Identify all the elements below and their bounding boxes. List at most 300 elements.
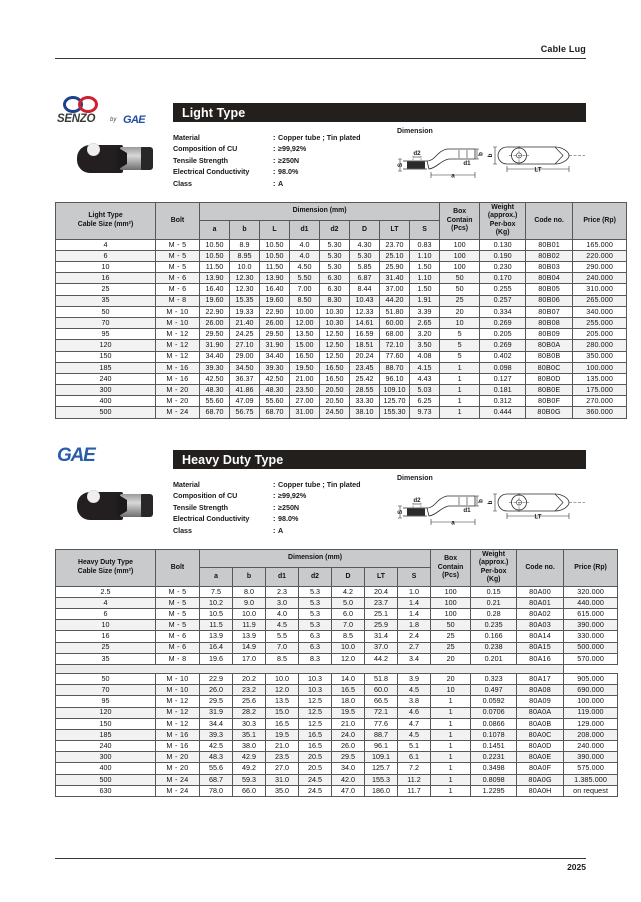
cell-weight: 1.2295 [471, 785, 517, 796]
cell-dim-d2: 12.5 [299, 707, 332, 718]
col-header-weight [480, 203, 526, 240]
cell-box-contain: 100 [431, 586, 471, 597]
cell-box-contain: 20 [431, 653, 471, 664]
page-header [55, 44, 586, 59]
cell-dim-b: 9.0 [233, 597, 266, 608]
section-heavy-duty-type [55, 443, 609, 797]
cell-weight: 0.130 [480, 239, 526, 250]
cell-dim-LT: 23.7 [365, 597, 398, 608]
cell-dim-d1: 21.0 [266, 741, 299, 752]
cell-code-no: 80A09 [517, 696, 564, 707]
cell-code-no: 80B06 [526, 295, 573, 306]
dimension-graphic [397, 484, 587, 539]
table-row [56, 609, 618, 620]
table-row [56, 385, 627, 396]
table-row [56, 718, 618, 729]
spec-colon: : [273, 133, 276, 142]
cell-dim-a: 26.00 [200, 317, 230, 328]
table-row [56, 362, 627, 373]
cell-bolt: M - 5 [156, 620, 200, 631]
cell-dim-L: 42.50 [260, 373, 290, 384]
dimension-graphic [397, 137, 587, 192]
cell-dim-d2: 10.3 [299, 673, 332, 684]
cell-dim-b: 29.00 [230, 351, 260, 362]
cell-price: 570.000 [564, 653, 618, 664]
spec-row [173, 502, 395, 513]
cell-cable-size: 4 [56, 239, 156, 250]
cell-box-contain: 1 [440, 362, 480, 373]
cell-dim-LT: 155.30 [380, 407, 410, 418]
cell-weight: 0.28 [471, 609, 517, 620]
cell-code-no: 80A17 [517, 673, 564, 684]
cell-dim-D: 23.45 [350, 362, 380, 373]
table-row [56, 642, 618, 653]
cell-bolt: M - 6 [156, 284, 200, 295]
cell-dim-D: 33.30 [350, 396, 380, 407]
cell-weight: 0.3498 [471, 763, 517, 774]
cell-dim-b: 28.2 [233, 707, 266, 718]
cell-dim-L: 48.30 [260, 385, 290, 396]
dimension-diagram [397, 475, 587, 537]
cell-dim-a: 10.50 [200, 239, 230, 250]
cell-dim-S: 3.9 [398, 673, 431, 684]
lug-specification-table [55, 549, 618, 797]
cell-bolt: M - 12 [156, 718, 200, 729]
cell-price: 615.000 [564, 609, 618, 620]
cell-cable-size: 95 [56, 696, 156, 707]
cell-dim-b: 66.0 [233, 785, 266, 796]
cell-bolt: M - 12 [156, 707, 200, 718]
page-header-rule [55, 58, 586, 59]
senzo-gae-brand: GAE [123, 114, 146, 126]
cell-dim-b: 36.37 [230, 373, 260, 384]
col-header-dim-a: a [200, 221, 230, 239]
cell-bolt: M - 6 [156, 631, 200, 642]
dim-label-b: b [487, 500, 494, 505]
box-header-line-2: (Pcs) [451, 225, 469, 233]
spec-label: Composition of CU [173, 491, 238, 501]
spec-label: Tensile Strength [173, 155, 228, 165]
cell-cable-size: 120 [56, 707, 156, 718]
cell-dim-S: 2.7 [398, 642, 431, 653]
cell-dim-L: 19.60 [260, 295, 290, 306]
senzo-logo [57, 96, 177, 130]
page-footer-rule [55, 858, 586, 859]
cell-weight: 0.269 [480, 340, 526, 351]
cell-price: 100.000 [564, 696, 618, 707]
dimension-caption: Dimension [397, 128, 433, 135]
cell-bolt: M - 5 [156, 262, 200, 273]
table-row [56, 685, 618, 696]
logo-zone [55, 96, 586, 130]
cell-dim-b: 23.2 [233, 685, 266, 696]
cell-code-no: 80A0D [517, 741, 564, 752]
cell-dim-S: 4.5 [398, 729, 431, 740]
cell-dim-LT: 25.1 [365, 609, 398, 620]
cell-code-no: 80A00 [517, 586, 564, 597]
cell-price: 255.000 [573, 317, 627, 328]
cell-dim-D: 14.61 [350, 317, 380, 328]
col-header-dim-d2: d2 [320, 221, 350, 239]
spec-label: Class [173, 178, 192, 188]
cell-dim-d2: 16.5 [299, 729, 332, 740]
cell-dim-d1: 13.5 [266, 696, 299, 707]
cell-dim-D: 10.43 [350, 295, 380, 306]
cell-weight: 0.312 [480, 396, 526, 407]
cell-dim-LT: 25.9 [365, 620, 398, 631]
cell-dim-S: 9.73 [410, 407, 440, 418]
cell-cable-size: 25 [56, 284, 156, 295]
cell-price: 905.000 [564, 673, 618, 684]
cell-dim-D: 18.0 [332, 696, 365, 707]
cell-price: 135.000 [573, 373, 627, 384]
cell-dim-LT: 109.1 [365, 752, 398, 763]
dim-label-d2: d2 [413, 150, 421, 157]
cell-dim-S: 11.7 [398, 785, 431, 796]
cell-box-contain: 1 [431, 752, 471, 763]
cell-dim-a: 13.9 [200, 631, 233, 642]
col-header-bolt: Bolt [156, 550, 200, 587]
cell-bolt: M - 10 [156, 317, 200, 328]
cell-weight: 0.402 [480, 351, 526, 362]
cell-dim-D: 18.51 [350, 340, 380, 351]
weight-header-line-2: Per-box [489, 220, 516, 228]
cell-dim-L: 39.30 [260, 362, 290, 373]
cell-box-contain: 1 [440, 407, 480, 418]
cell-box-contain: 1 [431, 729, 471, 740]
cell-dim-S: 3.50 [410, 340, 440, 351]
spec-colon: : [273, 491, 276, 501]
cell-dim-a: 68.7 [200, 774, 233, 785]
cell-cable-size: 25 [56, 642, 156, 653]
spec-label: Tensile Strength [173, 502, 228, 512]
cell-dim-LT: 31.40 [380, 273, 410, 284]
cell-dim-d1: 16.5 [266, 718, 299, 729]
table-row [56, 597, 618, 608]
cell-price: 575.000 [564, 763, 618, 774]
cell-dim-d2: 10.3 [299, 685, 332, 696]
cell-box-contain: 1 [431, 774, 471, 785]
cell-code-no: 80B01 [526, 239, 573, 250]
cell-price: 320.000 [564, 586, 618, 597]
cell-dim-a: 48.30 [200, 385, 230, 396]
cell-dim-d2: 10.30 [320, 317, 350, 328]
cell-dim-d2: 12.50 [320, 329, 350, 340]
cell-code-no: 80B07 [526, 306, 573, 317]
cell-cable-size: 6 [56, 250, 156, 261]
cell-dim-LT: 60.00 [380, 317, 410, 328]
cell-code-no: 80A14 [517, 631, 564, 642]
cell-dim-LT: 72.10 [380, 340, 410, 351]
cell-dim-S: 1.8 [398, 620, 431, 631]
cell-dim-S: 1.4 [398, 597, 431, 608]
cell-dim-d1: 15.0 [266, 707, 299, 718]
spec-label: Material [173, 480, 200, 489]
cell-dim-D: 16.5 [332, 685, 365, 696]
cell-box-contain: 1 [440, 385, 480, 396]
cell-dim-b: 10.0 [233, 609, 266, 620]
cell-price: 440.000 [564, 597, 618, 608]
cell-cable-size: 185 [56, 362, 156, 373]
cell-dim-d2: 6.3 [299, 642, 332, 653]
spec-row [173, 490, 395, 501]
cell-weight: 0.230 [480, 262, 526, 273]
cell-dim-d2: 12.5 [299, 696, 332, 707]
cable-size-line2: Cable Size (mm²) [77, 567, 134, 575]
cell-weight: 0.098 [480, 362, 526, 373]
cell-code-no: 80A15 [517, 642, 564, 653]
col-header-cable-size [56, 550, 156, 587]
cell-dim-b: 10.0 [230, 262, 260, 273]
cell-dim-LT: 125.70 [380, 396, 410, 407]
cell-dim-d2: 5.3 [299, 609, 332, 620]
cell-dim-d2: 5.30 [320, 239, 350, 250]
cell-box-contain: 1 [431, 718, 471, 729]
cell-box-contain: 20 [431, 673, 471, 684]
cell-dim-L: 11.50 [260, 262, 290, 273]
cell-dim-D: 16.59 [350, 329, 380, 340]
cell-cable-size: 300 [56, 385, 156, 396]
cell-dim-d2: 5.30 [320, 250, 350, 261]
cell-code-no: 80B0F [526, 396, 573, 407]
spec-value: 98.0% [278, 514, 299, 524]
spec-value: ≥99,92% [278, 144, 307, 154]
logo-zone [55, 443, 586, 477]
cell-dim-b: 20.2 [233, 673, 266, 684]
cell-dim-d2: 5.30 [320, 262, 350, 273]
cell-weight: 0.334 [480, 306, 526, 317]
cell-dim-a: 39.3 [200, 729, 233, 740]
cell-dim-a: 26.0 [200, 685, 233, 696]
cell-dim-d2: 20.5 [299, 763, 332, 774]
dim-label-d2: d2 [413, 497, 421, 504]
cell-price: 240.000 [564, 741, 618, 752]
table-row [56, 752, 618, 763]
cell-dim-a: 22.90 [200, 306, 230, 317]
table-row [56, 273, 627, 284]
cell-dim-d2: 6.3 [299, 631, 332, 642]
cell-dim-d1: 10.0 [266, 673, 299, 684]
cell-code-no: 80B0E [526, 385, 573, 396]
spec-value: 98.0% [278, 167, 299, 177]
cell-dim-d1: 31.0 [266, 774, 299, 785]
spec-zone [55, 130, 586, 200]
dim-label-b-side: b [477, 152, 485, 156]
product-photo [77, 482, 159, 530]
cell-dim-D: 5.0 [332, 597, 365, 608]
cell-dim-a: 42.5 [200, 741, 233, 752]
cell-dim-b: 14.9 [233, 642, 266, 653]
cell-dim-a: 34.40 [200, 351, 230, 362]
cell-cable-size: 70 [56, 317, 156, 328]
cell-dim-S: 4.15 [410, 362, 440, 373]
cell-dim-a: 78.0 [200, 785, 233, 796]
cell-dim-D: 10.0 [332, 642, 365, 653]
section-title: Heavy Duty Type [182, 452, 284, 467]
cell-price: 500.000 [564, 642, 618, 653]
cell-box-contain: 25 [440, 295, 480, 306]
cell-dim-LT: 60.0 [365, 685, 398, 696]
cell-weight: 0.269 [480, 317, 526, 328]
cell-dim-S: 1.4 [398, 609, 431, 620]
senzo-wordmark: SENZO [57, 113, 96, 125]
cell-dim-b: 17.0 [233, 653, 266, 664]
cell-dim-L: 10.50 [260, 239, 290, 250]
table-row [56, 653, 618, 664]
cell-cable-size: 10 [56, 262, 156, 273]
cell-bolt: M - 20 [156, 752, 200, 763]
cell-weight: 0.444 [480, 407, 526, 418]
cell-code-no: 80B09 [526, 329, 573, 340]
cell-dim-D: 47.0 [332, 785, 365, 796]
cell-dim-LT: 20.4 [365, 586, 398, 597]
cell-dim-S: 3.4 [398, 653, 431, 664]
cell-cable-size: 4 [56, 597, 156, 608]
cell-dim-LT: 186.0 [365, 785, 398, 796]
spec-list [173, 132, 395, 189]
section-title-bar [173, 103, 586, 122]
cell-price: 690.000 [564, 685, 618, 696]
cell-dim-b: 24.25 [230, 329, 260, 340]
lug-ring-body [77, 145, 123, 173]
cell-dim-D: 5.30 [350, 250, 380, 261]
table-row [56, 295, 627, 306]
cell-dim-b: 12.30 [230, 284, 260, 295]
cell-box-contain: 5 [440, 351, 480, 362]
spec-row [173, 155, 395, 166]
page-header-title: Cable Lug [540, 44, 586, 54]
cell-dim-L: 29.50 [260, 329, 290, 340]
cell-bolt: M - 5 [156, 609, 200, 620]
cell-dim-b: 47.09 [230, 396, 260, 407]
dim-label-a: a [451, 172, 455, 180]
cell-bolt: M - 12 [156, 329, 200, 340]
cell-bolt: M - 10 [156, 673, 200, 684]
dim-label-lt: LT [534, 513, 542, 521]
table-row [56, 631, 618, 642]
cell-dim-D: 6.0 [332, 609, 365, 620]
cell-box-contain: 25 [431, 631, 471, 642]
cell-dim-b: 8.0 [233, 586, 266, 597]
table-row [56, 763, 618, 774]
cell-dim-D: 7.0 [332, 620, 365, 631]
spec-label: Class [173, 525, 192, 535]
cell-price: 165.000 [573, 239, 627, 250]
cell-bolt: M - 16 [156, 729, 200, 740]
cell-dim-S: 1.10 [410, 250, 440, 261]
cell-code-no: 80A0B [517, 718, 564, 729]
col-header-dimension-group: Dimension (mm) [200, 550, 431, 568]
cell-weight: 0.201 [471, 653, 517, 664]
col-header-box-contain [431, 550, 471, 587]
cell-weight: 0.1078 [471, 729, 517, 740]
cell-dim-d1: 2.3 [266, 586, 299, 597]
cell-dim-a: 10.5 [200, 609, 233, 620]
cell-bolt: M - 10 [156, 306, 200, 317]
cell-bolt: M - 20 [156, 385, 200, 396]
cell-dim-d1: 5.5 [266, 631, 299, 642]
cell-box-contain: 100 [431, 597, 471, 608]
cell-dim-b: 15.35 [230, 295, 260, 306]
cell-dim-S: 2.65 [410, 317, 440, 328]
cell-dim-S: 6.1 [398, 752, 431, 763]
cell-cable-size: 16 [56, 273, 156, 284]
table-spacer-cell [56, 664, 564, 673]
cell-bolt: M - 6 [156, 273, 200, 284]
table-row [56, 317, 627, 328]
cell-bolt: M - 24 [156, 774, 200, 785]
cell-dim-d1: 5.50 [290, 273, 320, 284]
dimension-diagram-svg [397, 484, 587, 534]
table-spacer-row [56, 664, 618, 673]
weight-header-line-0: Weight [482, 551, 505, 558]
cell-dim-S: 7.2 [398, 763, 431, 774]
cell-dim-LT: 51.8 [365, 673, 398, 684]
cable-size-line1: Heavy Duty Type [77, 559, 134, 567]
cell-dim-d1: 7.00 [290, 284, 320, 295]
cell-dim-a: 19.6 [200, 653, 233, 664]
cell-dim-a: 11.5 [200, 620, 233, 631]
spec-label: Composition of CU [173, 144, 238, 154]
cell-dim-b: 30.3 [233, 718, 266, 729]
spec-label: Electrical Conductivity [173, 167, 250, 177]
box-header-line-1: Contain [446, 216, 473, 224]
cell-box-contain: 100 [440, 262, 480, 273]
cell-code-no: 80A03 [517, 620, 564, 631]
cell-weight: 0.166 [471, 631, 517, 642]
table-row [56, 373, 627, 384]
table-row [56, 774, 618, 785]
cell-bolt: M - 5 [156, 586, 200, 597]
cell-dim-S: 1.0 [398, 586, 431, 597]
table-row [56, 396, 627, 407]
cell-dim-d2: 10.30 [320, 306, 350, 317]
cell-dim-d1: 13.50 [290, 329, 320, 340]
cell-dim-d2: 8.30 [320, 295, 350, 306]
spec-colon: : [273, 167, 276, 177]
table-row [56, 696, 618, 707]
cell-weight: 0.205 [480, 329, 526, 340]
cell-dim-b: 59.3 [233, 774, 266, 785]
cell-dim-d2: 16.50 [320, 373, 350, 384]
cell-cable-size: 240 [56, 373, 156, 384]
spec-colon: : [273, 155, 276, 165]
cell-dim-d2: 12.50 [320, 340, 350, 351]
cell-dim-LT: 109.10 [380, 385, 410, 396]
cell-code-no: 80A0A [517, 707, 564, 718]
cell-box-contain: 1 [431, 741, 471, 752]
cell-price: 175.000 [573, 385, 627, 396]
cell-dim-D: 38.10 [350, 407, 380, 418]
cell-dim-D: 21.0 [332, 718, 365, 729]
col-header-weight [471, 550, 517, 587]
cell-dim-b: 11.9 [233, 620, 266, 631]
cell-bolt: M - 5 [156, 250, 200, 261]
cell-box-contain: 50 [440, 273, 480, 284]
spec-row [173, 513, 395, 524]
cell-dim-L: 10.50 [260, 250, 290, 261]
cell-dim-d2: 24.5 [299, 774, 332, 785]
spec-value: ≥250N [278, 155, 300, 165]
table-row [56, 729, 618, 740]
cell-bolt: M - 12 [156, 340, 200, 351]
cell-dim-LT: 96.1 [365, 741, 398, 752]
cell-dim-LT: 96.10 [380, 373, 410, 384]
col-header-dim-D: D [350, 221, 380, 239]
cell-weight: 0.257 [480, 295, 526, 306]
cell-dim-d1: 8.5 [266, 653, 299, 664]
col-header-box-contain [440, 203, 480, 240]
